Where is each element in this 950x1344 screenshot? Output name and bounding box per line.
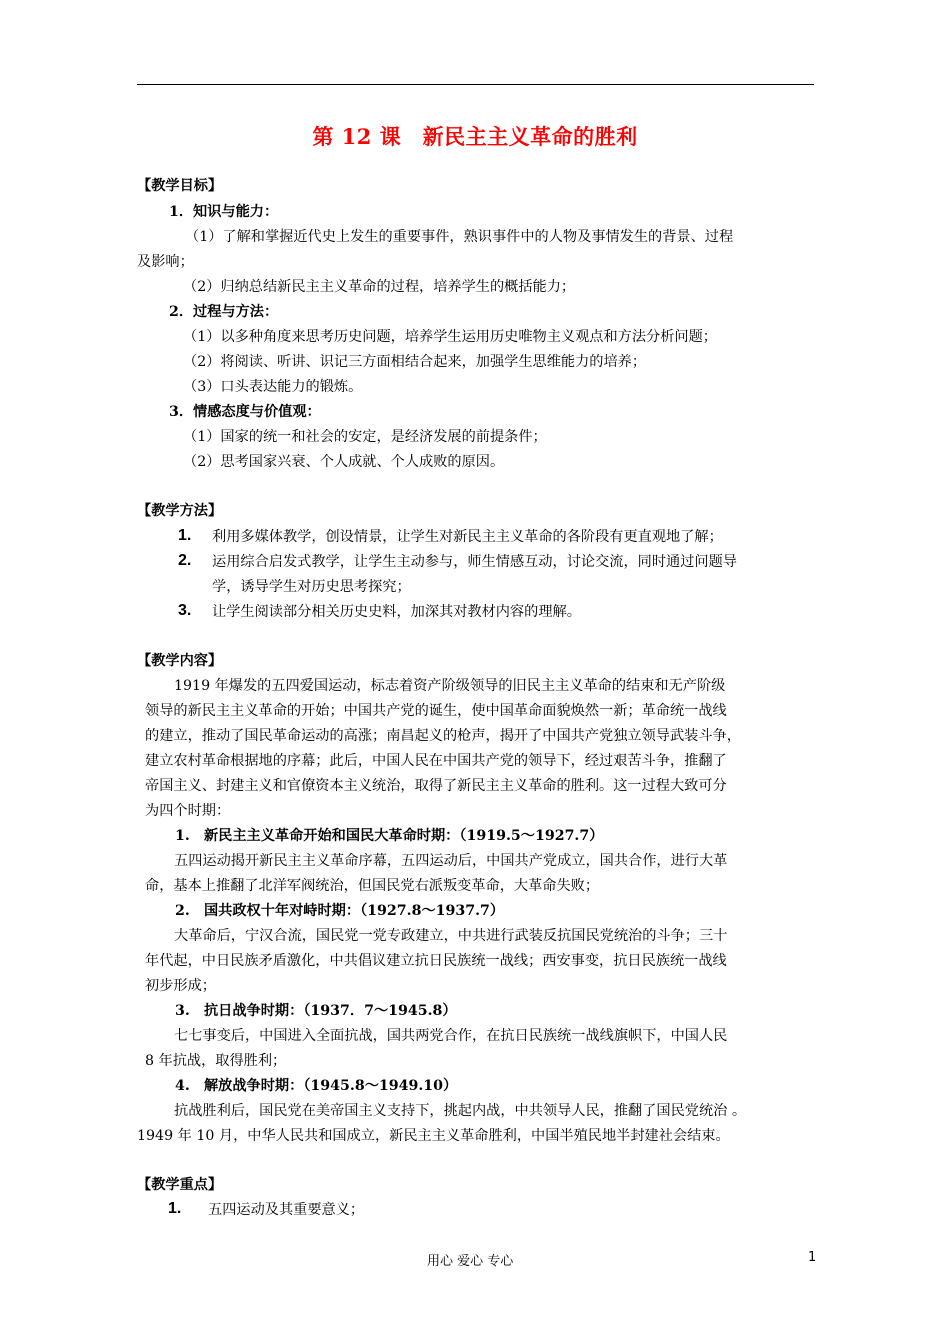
methods-number: 1. (178, 527, 192, 544)
period-2-text: 初步形成； (145, 978, 216, 994)
objectives-item: （1）了解和掌握近代史上发生的重要事件，熟识事件中的人物及事情发生的背景、过程 (185, 229, 734, 245)
period-4-title: 4. 解放战争时期：（1945.8～1949.10） (175, 1078, 458, 1094)
objectives-section-1-title: 1．知识与能力： (169, 204, 279, 220)
content-intro-line: 建立农村革命根据地的序幕；此后，中国人民在中国共产党的领导下，经过艰苦斗争，推翻了 (145, 753, 727, 769)
content-heading: 【教学内容】 (137, 653, 223, 669)
period-2-text: 大革命后，宁汉合流，国民党一党专政建立，中共进行武装反抗国民党统治的斗争；三十 (174, 928, 728, 944)
period-2-text: 年代起，中日民族矛盾激化，中共倡议建立抗日民族统一战线；西安事变，抗日民族统一战线 (145, 953, 727, 969)
page-number: 1 (808, 1250, 817, 1265)
period-3-text: 七七事变后，中国进入全面抗战，国共两党合作，在抗日民族统一战线旗帜下，中国人民 (174, 1028, 728, 1044)
keypoints-item: 五四运动及其重要意义； (208, 1202, 365, 1218)
methods-item-cont: 学，诱导学生对历史思考探究； (212, 579, 411, 595)
keypoints-heading: 【教学重点】 (137, 1177, 223, 1193)
objectives-item: （2）思考国家兴衰、个人成就、个人成败的原因。 (183, 454, 505, 470)
content-intro-line: 帝国主义、封建主义和官僚资本主义统治，取得了新民主主义革命的胜利。这一过程大致可分 (145, 778, 727, 794)
methods-number: 2. (178, 552, 192, 569)
objectives-heading: 【教学目标】 (137, 178, 223, 194)
period-1-text: 五四运动揭开新民主主义革命序幕，五四运动后，中国共产党成立，国共合作，进行大革 (174, 853, 728, 869)
methods-number: 3. (178, 602, 192, 619)
methods-item: 利用多媒体教学，创设情景，让学生对新民主主义革命的各阶段有更直观地了解； (212, 529, 723, 545)
page-title: 第 12 课 新民主主义革命的胜利 (312, 124, 638, 149)
period-3-title: 3. 抗日战争时期：（1937．7～1945.8） (175, 1003, 457, 1019)
objectives-item: （1）国家的统一和社会的安定，是经济发展的前提条件； (183, 429, 547, 445)
content-intro-line: 领导的新民主主义革命的开始；中国共产党的诞生，使中国革命面貌焕然一新；革命统一战线 (145, 703, 727, 719)
objectives-item: （2）归纳总结新民主主义革命的过程，培养学生的概括能力； (183, 279, 576, 295)
objectives-item-cont: 及影响； (137, 254, 194, 270)
period-4-text: 1949 年 10 月，中华人民共和国成立，新民主主义革命胜利，中国半殖民地半封建社会结束。 (137, 1128, 730, 1144)
methods-item: 运用综合启发式教学，让学生主动参与，师生情感互动，讨论交流，同时通过问题导 (212, 554, 737, 570)
header-rule (137, 84, 814, 85)
methods-heading: 【教学方法】 (137, 503, 223, 519)
methods-item: 让学生阅读部分相关历史史料，加深其对教材内容的理解。 (212, 604, 581, 620)
objectives-section-2-title: 2．过程与方法： (169, 304, 279, 320)
footer-slogan: 用心 爱心 专心 (427, 1254, 514, 1269)
content-intro-line: 的建立，推动了国民革命运动的高涨；南昌起义的枪声，揭开了中国共产党独立领导武装斗争， (145, 728, 741, 744)
objectives-section-3-title: 3．情感态度与价值观： (169, 404, 321, 420)
objectives-item: （3）口头表达能力的锻炼。 (183, 379, 363, 395)
period-4-text: 抗战胜利后，国民党在美帝国主义支持下，挑起内战，中共领导人民，推翻了国民党统治 。 (174, 1103, 747, 1119)
objectives-item: （2）将阅读、听讲、识记三方面相结合起来，加强学生思维能力的培养； (183, 354, 647, 370)
period-3-text: 8 年抗战，取得胜利； (145, 1053, 287, 1069)
period-2-title: 2. 国共政权十年对峙时期：（1927.8～1937.7） (175, 903, 505, 919)
keypoints-number: 1. (168, 1200, 182, 1217)
content-intro-line: 为四个时期： (145, 803, 231, 819)
objectives-item: （1）以多种角度来思考历史问题，培养学生运用历史唯物主义观点和方法分析问题； (183, 329, 717, 345)
content-intro-line: 1919 年爆发的五四爱国运动，标志着资产阶级领导的旧民主主义革命的结束和无产阶级 (174, 678, 726, 694)
period-1-title: 1. 新民主主义革命开始和国民大革命时期：（1919.5～1927.7） (175, 828, 604, 844)
period-1-text: 命，基本上推翻了北洋军阀统治，但国民党右派叛变革命，大革命失败； (145, 878, 600, 894)
